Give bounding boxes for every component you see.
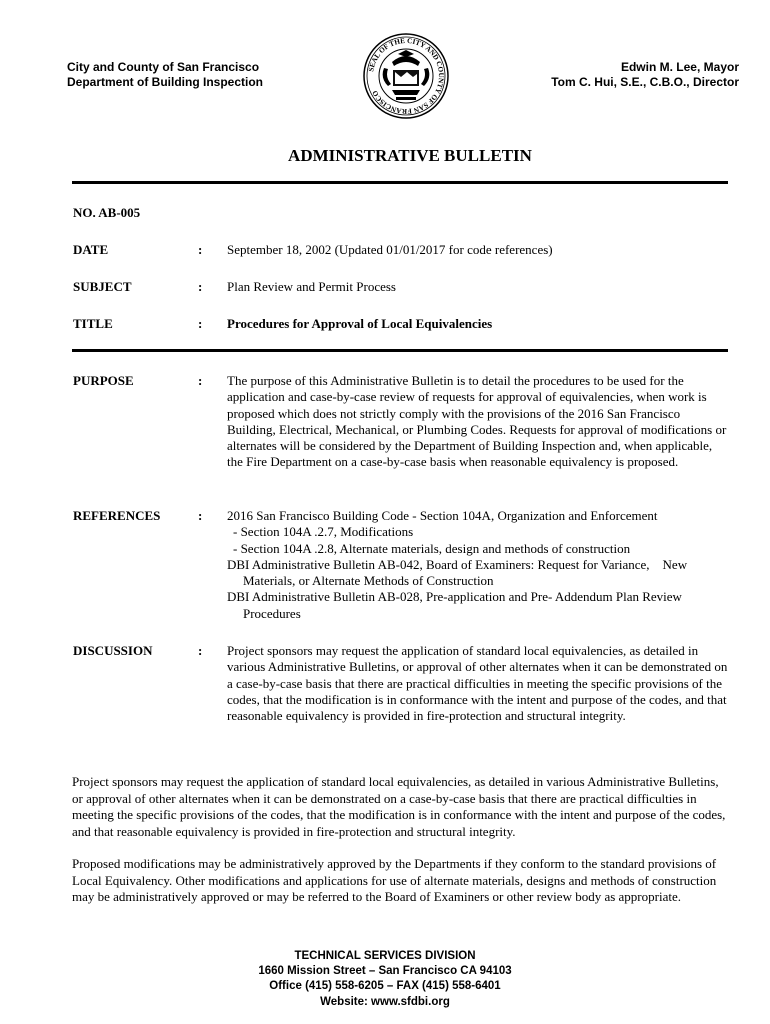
reference-item: DBI Administrative Bulletin AB-042, Board of Examiners: Request for Variance, New: [227, 556, 688, 572]
reference-item-continued: Procedures: [243, 605, 301, 621]
references-label: REFERENCES: [73, 508, 161, 523]
reference-subitem: - Section 104A .2.7, Modifications: [233, 524, 414, 540]
reference-subitem: - Section 104A .2.8, Alternate materials, design and methods of construction: [233, 540, 631, 556]
agency-header: [67, 60, 263, 90]
seal-text: SEAL OF THE CITY AND COUNTY OF SAN FRANCISCO: [367, 36, 446, 116]
title-label: TITLE: [73, 316, 113, 331]
department-name: Department of Building Inspection: [67, 75, 264, 89]
footer-phone: Office (415) 558-6205 – FAX (415) 558-6401: [269, 980, 501, 993]
references-list: [227, 508, 730, 622]
title-divider: [72, 181, 728, 184]
discussion-label: DISCUSSION: [73, 643, 153, 658]
footer: [0, 949, 770, 1010]
subject-colon: :: [198, 279, 203, 294]
reference-item: 2016 San Francisco Building Code - Section 104A, Organization and Enforcement: [227, 508, 658, 523]
bulletin-number: NO. AB-005: [73, 205, 141, 220]
officials-header: [551, 60, 739, 90]
title-value: Procedures for Approval of Local Equivalencies: [227, 316, 493, 331]
mayor-name: Edwin M. Lee, Mayor: [620, 60, 739, 74]
city-seal-icon: [362, 32, 450, 120]
subject-value: Plan Review and Permit Process: [227, 279, 396, 294]
city-name: City and County of San Francisco: [67, 60, 260, 74]
purpose-colon: :: [198, 373, 203, 388]
date-value: September 18, 2002 (Updated 01/01/2017 for code references): [227, 242, 553, 257]
discussion-text: Project sponsors may request the application of standard local equivalencies, as detailed in various Administrative Bulletins, or approval of other alternates when it can be demonstrated on a case-by-case basis that there are practical difficulties in meeting the specific provisions of the codes, that the modification is in conformance with the intent and purpose of the codes, and that reasonable equivalency is provided in fire-protection and structural integrity.: [227, 643, 728, 724]
reference-item: DBI Administrative Bulletin AB-028, Pre-application and Pre- Addendum Plan Review: [227, 589, 682, 605]
page-title: ADMINISTRATIVE BULLETIN: [288, 146, 532, 165]
body-paragraph-2: Proposed modifications may be administratively approved by the Departments if they conform to the standard provisions of Local Equivalency. Other modifications and applications for use of alternate materials, designs and methods of construction may be administratively approved or may be referred to the Board of Examiners or other review body as appropriate.: [72, 856, 717, 905]
discussion-colon: :: [198, 643, 203, 658]
subject-label: SUBJECT: [73, 279, 132, 294]
division-name: TECHNICAL SERVICES DIVISION: [294, 950, 476, 962]
director-name: Tom C. Hui, S.E., C.B.O., Director: [551, 75, 739, 89]
reference-item-continued: Materials, or Alternate Methods of Construction: [243, 573, 494, 589]
purpose-label: PURPOSE: [73, 373, 134, 388]
footer-website: Website: www.sfdbi.org: [320, 995, 450, 1008]
title-colon: :: [198, 316, 203, 331]
purpose-text: The purpose of this Administrative Bulletin is to detail the procedures to be used for the application and case-by-case review of requests for approval of equivalencies, when work is proposed which does not strictly comply with the provisions of the 2016 San Francisco Building, Electrical, Mechanical, or Plumbing Codes. Requests for approval of modifications or alternates will be considered by the Department of Building Inspection and, when applicable, the Fire Department on a case-by-case basis when reasonable equivalency is proposed.: [227, 373, 727, 470]
footer-address: 1660 Mission Street – San Francisco CA 94103: [258, 965, 512, 978]
body-paragraph-1: Project sponsors may request the application of standard local equivalencies, as detailed in various Administrative Bulletins, or approval of other alternates when it can be demonstrated on a case-by-case basis that there are practical difficulties in meeting the specific provisions of the codes, that the modification is in conformance with the intent and purpose of the codes, and that reasonable equivalency is provided in fire-protection and structural integrity.: [72, 774, 726, 839]
references-colon: :: [198, 508, 203, 523]
date-label: DATE: [73, 242, 109, 257]
date-colon: :: [198, 242, 203, 257]
fields-divider: [72, 349, 728, 352]
